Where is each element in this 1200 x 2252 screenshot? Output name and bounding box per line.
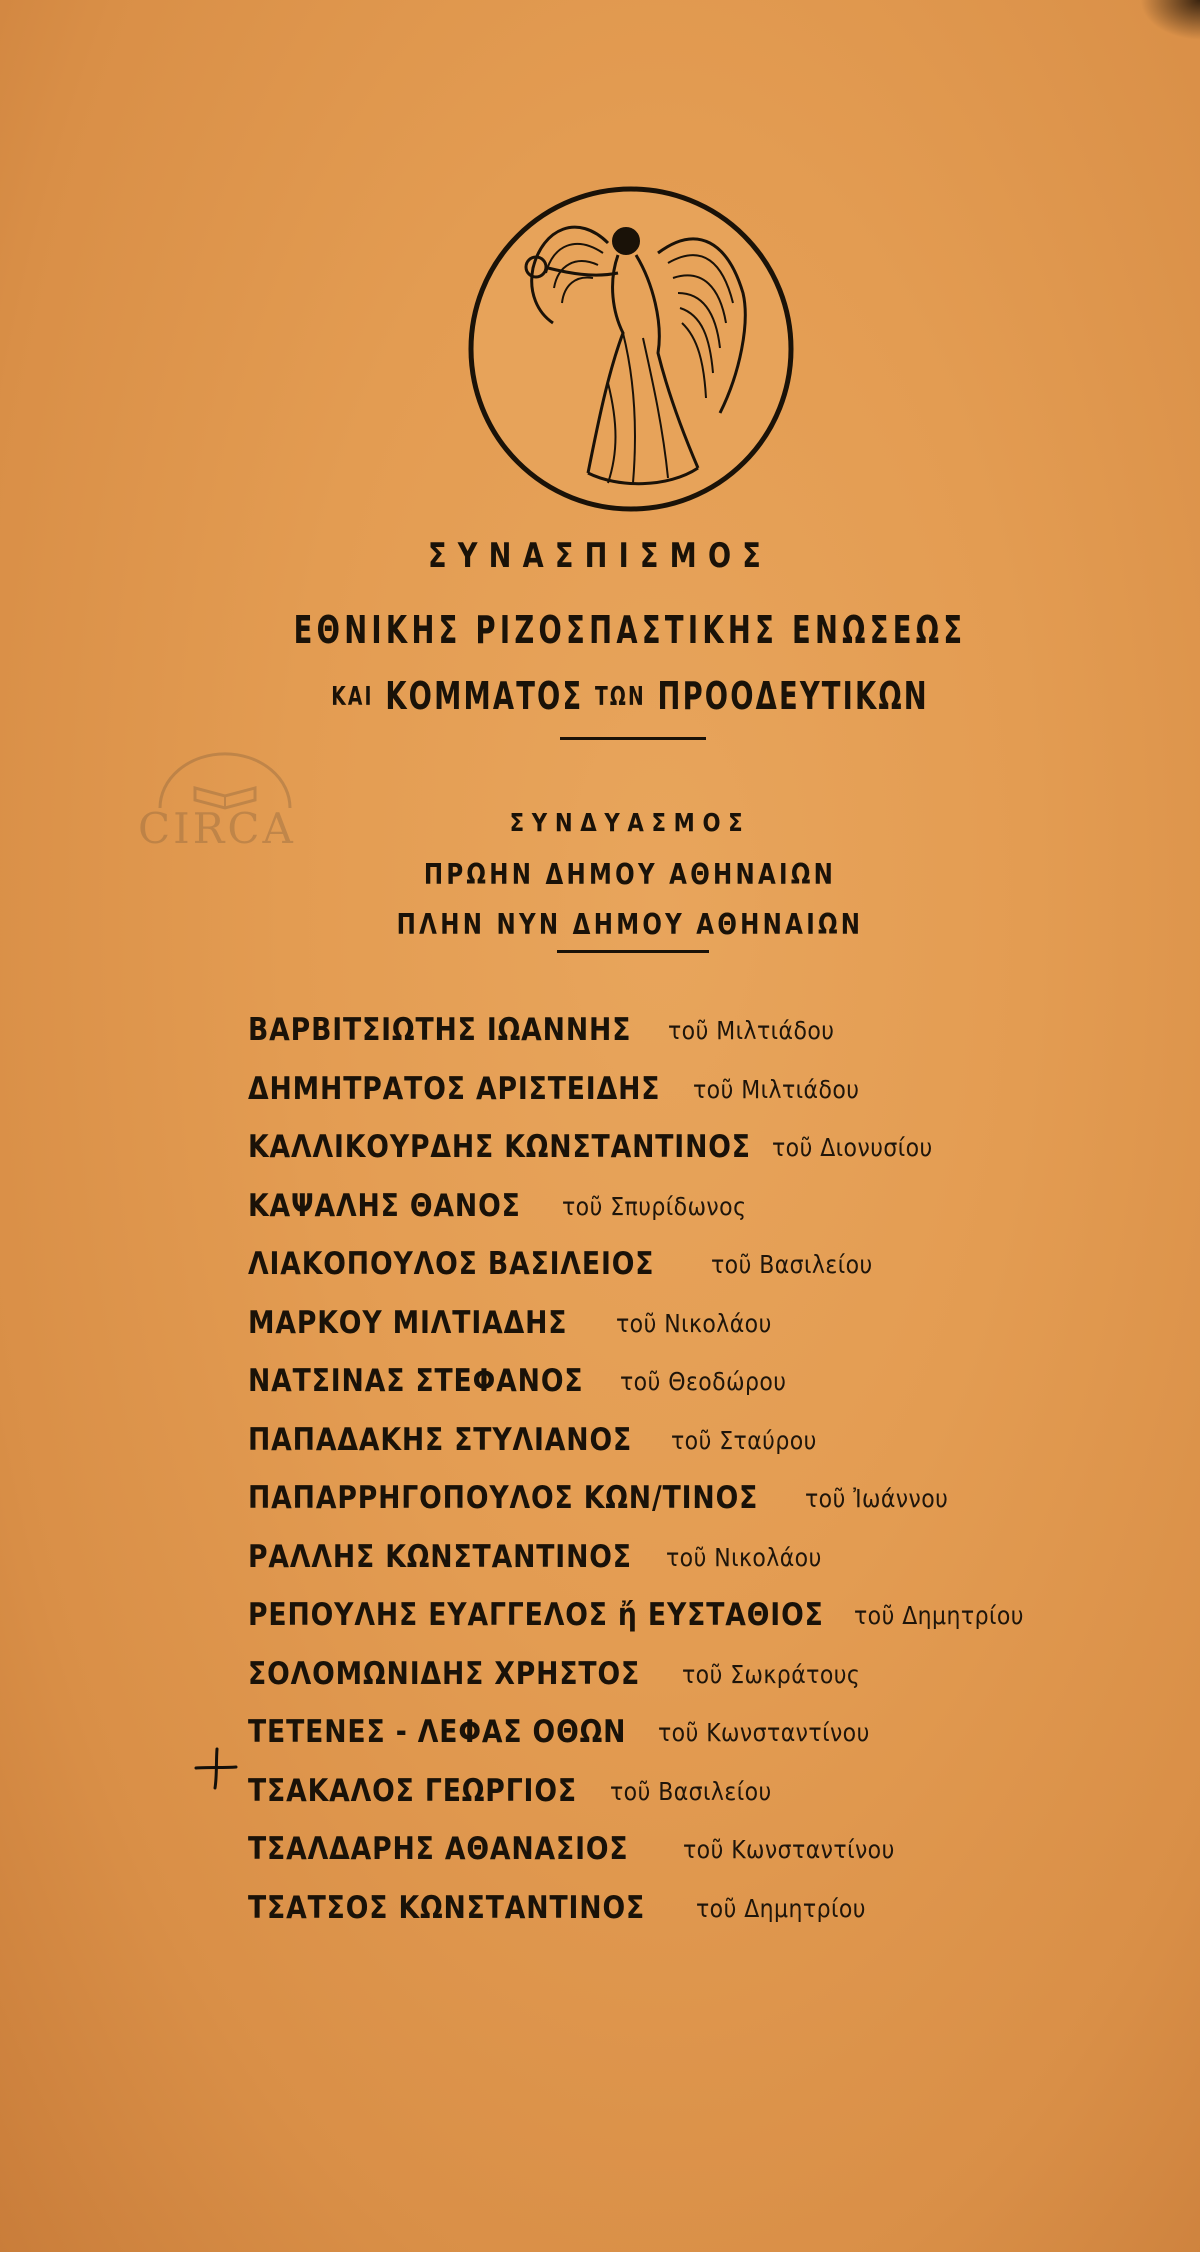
candidate-name: ΡΑΛΛΗΣ ΚΩΝΣΤΑΝΤΙΝΟΣ: [248, 1538, 632, 1575]
header-line-3: [198, 674, 1062, 718]
candidate-row: [248, 1831, 1168, 1890]
candidate-name: ΠΑΠΑΔΑΚΗΣ ΣΤΥΛΙΑΝΟΣ: [248, 1421, 633, 1458]
candidate-name: ΝΑΤΣΙΝΑΣ ΣΤΕΦΑΝΟΣ: [248, 1363, 584, 1399]
candidate-row: [248, 1656, 1168, 1715]
candidate-name: ΣΟΛΟΜΩΝΙΔΗΣ ΧΡΗΣΤΟΣ: [248, 1655, 641, 1692]
candidate-name: ΡΕΠΟΥΛΗΣ ΕΥΑΓΓΕΛΟΣ ἤ ΕΥΣΤΑΘΙΟΣ: [248, 1597, 824, 1633]
watermark-text: CIRCA: [138, 804, 296, 853]
candidate-row: [248, 1129, 1168, 1188]
candidate-row: [248, 1012, 1168, 1071]
candidate-row: [248, 1188, 1168, 1247]
candidate-name: ΠΑΠΑΡΡΗΓΟΠΟΥΛΟΣ ΚΩΝ/ΤΙΝΟΣ: [248, 1480, 759, 1516]
candidate-name: ΤΣΑΚΑΛΟΣ ΓΕΩΡΓΙΟΣ: [248, 1772, 577, 1809]
candidate-patronymic: τοῦ Κωνσταντίνου: [658, 1718, 870, 1747]
header-small-kai: ΚΑΙ: [331, 682, 374, 712]
candidate-patronymic: τοῦ Νικολάου: [666, 1542, 822, 1572]
candidate-patronymic: τοῦ Μιλτιάδου: [668, 1016, 835, 1045]
candidate-patronymic: τοῦ Βασιλείου: [610, 1776, 772, 1806]
corner-shadow: [1140, 0, 1200, 40]
candidate-patronymic: τοῦ Νικολάου: [616, 1308, 772, 1338]
candidate-row: [248, 1422, 1168, 1481]
candidate-patronymic: τοῦ Δημητρίου: [854, 1601, 1024, 1630]
header-kommatos: ΚΟΜΜΑΤΟΣ: [385, 674, 584, 718]
candidate-row: [248, 1773, 1168, 1832]
ballot-divider: [557, 950, 709, 953]
header-line-2: ΕΘΝΙΚΗΣ ΡΙΖΟΣΠΑΣΤΙΚΗΣ ΕΝΩΣΕΩΣ: [293, 608, 967, 652]
header-small-ton: ΤΩΝ: [595, 682, 646, 712]
candidate-patronymic: τοῦ Κωνσταντίνου: [683, 1835, 895, 1864]
candidate-patronymic: τοῦ Διονυσίου: [772, 1133, 933, 1162]
candidate-row: [248, 1597, 1168, 1656]
candidate-name: ΤΣΑΛΔΑΡΗΣ ΑΘΑΝΑΣΙΟΣ: [248, 1831, 629, 1867]
candidate-patronymic: τοῦ Ἰωάννου: [805, 1484, 949, 1513]
candidate-row: [248, 1246, 1168, 1305]
ballot-line-1: ΣΥΝΔΥΑΣΜΟΣ: [509, 808, 751, 837]
candidate-name: ΤΣΑΤΣΟΣ ΚΩΝΣΤΑΝΤΙΝΟΣ: [248, 1889, 646, 1926]
candidate-patronymic: τοῦ Σπυρίδωνος: [562, 1191, 747, 1221]
candidate-name: ΚΑΨΑΛΗΣ ΘΑΝΟΣ: [248, 1187, 521, 1224]
candidate-row: [248, 1480, 1168, 1539]
candidate-list: [248, 1012, 1168, 1948]
candidate-row: [248, 1363, 1168, 1422]
handwritten-cross-mark: [194, 1746, 238, 1790]
header-divider: [560, 737, 706, 740]
candidate-patronymic: τοῦ Σταύρου: [671, 1425, 817, 1455]
candidate-name: ΒΑΡΒΙΤΣΙΩΤΗΣ ΙΩΑΝΝΗΣ: [248, 1012, 632, 1048]
header-line-1: ΣΥΝΑΣΠΙΣΜΟΣ: [427, 536, 773, 576]
ballot-line-2: ΠΡΩΗΝ ΔΗΜΟΥ ΑΘΗΝΑΙΩΝ: [423, 858, 837, 891]
candidate-patronymic: τοῦ Δημητρίου: [696, 1893, 866, 1923]
candidate-row: [248, 1071, 1168, 1130]
winged-victory-emblem: [458, 183, 804, 515]
candidate-name: ΛΙΑΚΟΠΟΥΛΟΣ ΒΑΣΙΛΕΙΟΣ: [248, 1246, 655, 1282]
candidate-name: ΤΕΤΕΝΕΣ - ΛΕΦΑΣ ΟΘΩΝ: [248, 1714, 627, 1750]
candidate-name: ΜΑΡΚΟΥ ΜΙΛΤΙΑΔΗΣ: [248, 1304, 568, 1341]
candidate-row: [248, 1890, 1168, 1949]
candidate-patronymic: τοῦ Θεοδώρου: [620, 1367, 787, 1396]
candidate-patronymic: τοῦ Σωκράτους: [682, 1659, 861, 1689]
ballot-line-3: ΠΛΗΝ ΝΥΝ ΔΗΜΟΥ ΑΘΗΝΑΙΩΝ: [396, 908, 864, 941]
candidate-patronymic: τοῦ Μιλτιάδου: [693, 1074, 860, 1104]
header-proodeftikon: ΠΡΟΟΔΕΥΤΙΚΩΝ: [657, 674, 929, 718]
candidate-name: ΚΑΛΛΙΚΟΥΡΔΗΣ ΚΩΝΣΤΑΝΤΙΝΟΣ: [248, 1129, 751, 1165]
candidate-name: ΔΗΜΗΤΡΑΤΟΣ ΑΡΙΣΤΕΙΔΗΣ: [248, 1070, 661, 1107]
candidate-patronymic: τοῦ Βασιλείου: [711, 1250, 873, 1279]
candidate-row: [248, 1714, 1168, 1773]
candidate-row: [248, 1539, 1168, 1598]
candidate-row: [248, 1305, 1168, 1364]
